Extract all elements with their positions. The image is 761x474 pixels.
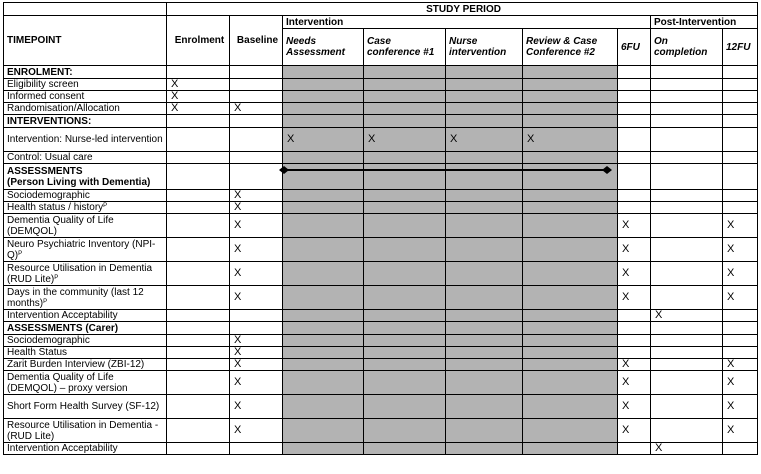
mark-x: X [167,91,230,103]
6fu-col-header: 6FU [618,29,651,66]
row-carer-health-label: Health Status [4,347,167,359]
row-intervention-label: Intervention: Nurse-led intervention [4,128,167,152]
row-carer-demqol-label: Dementia Quality of Life (DEMQOL) – proxy version [4,371,167,395]
mark-x: X [618,419,651,443]
section-interventions: INTERVENTIONS: [4,115,167,128]
row-pld-health-label: Health status / history$^P$ [4,202,167,214]
mark-x: X [230,419,283,443]
row-eligibility-label: Eligibility screen [4,79,167,91]
mark-x: X [618,359,651,371]
mark-x: X [230,202,283,214]
study-period-header: STUDY PERIOD [167,3,758,16]
row-carer-rud-label: Resource Utilisation in Dementia - (RUD Lite) [4,419,167,443]
mark-x: X [230,371,283,395]
mark-x: X [230,395,283,419]
12fu-col-header: 12FU [723,29,758,66]
row-carer-acceptability-label: Intervention Acceptability [4,443,167,455]
superscript-p: P [43,298,48,305]
review-case-conference-2-col-header: Review & Case Conference #2 [523,29,618,66]
mark-x: X [618,214,651,238]
post-intervention-group-header: Post-Intervention [651,16,758,29]
mark-x: X [230,214,283,238]
superscript-p: P [103,203,108,209]
mark-x: X [618,371,651,395]
spirit-schedule-table [3,2,758,455]
section-assessments-pld: ASSESSMENTS (Person Living with Dementia) [4,164,167,190]
mark-x: X [723,262,758,286]
case-conference-1-col-header: Case conference #1 [364,29,446,66]
row-pld-demqol-label: Dementia Quality of Life (DEMQOL) [4,214,167,238]
section-assessments-carer: ASSESSMENTS (Carer) [4,322,167,335]
mark-x: X [651,443,723,455]
timepoint-header: TIMEPOINT [4,16,167,66]
mark-x: X [230,347,283,359]
mark-x: X [167,79,230,91]
header-blank-cell [4,3,167,16]
row-pld-rud-label: Resource Utilisation in Dementia (RUD Lite)$^P$ [4,262,167,286]
mark-x: X [618,286,651,310]
mark-x: X [230,262,283,286]
section-enrolment: ENROLMENT: [4,66,167,79]
mark-x: X [723,238,758,262]
mark-x: X [723,395,758,419]
mark-x: X [618,262,651,286]
on-completion-col-header: On completion [651,29,723,66]
row-pld-acceptability-label: Intervention Acceptability [4,310,167,322]
superscript-p: P [54,274,59,281]
mark-x: X [364,128,446,152]
row-randomisation-label: Randomisation/Allocation [4,103,167,115]
row-pld-days-label: Days in the community (last 12 months)$^P$ [4,286,167,310]
row-control-label: Control: Usual care [4,152,167,164]
superscript-p: P [18,250,23,257]
row-pld-npiq-label: Neuro Psychiatric Inventory $(NPI-Q)^P$ [4,238,167,262]
mark-x: X [618,238,651,262]
mark-x: X [446,128,523,152]
mark-x: X [167,103,230,115]
mark-x: X [230,238,283,262]
mark-x: X [230,286,283,310]
mark-x: X [523,128,618,152]
row-consent-label: Informed consent [4,91,167,103]
mark-x: X [723,214,758,238]
needs-assessment-col-header: Needs Assessment [283,29,364,66]
baseline-col-header: Baseline [230,16,283,66]
row-carer-sociodemographic-label: Sociodemographic [4,335,167,347]
mark-x: X [723,359,758,371]
mark-x: X [723,286,758,310]
mark-x: X [651,310,723,322]
row-carer-sf12-label: Short Form Health Survey (SF-12) [4,395,167,419]
mark-x: X [230,103,283,115]
nurse-intervention-col-header: Nurse intervention [446,29,523,66]
mark-x: X [283,128,364,152]
mark-x: X [723,419,758,443]
mark-x: X [723,371,758,395]
mark-x: X [230,335,283,347]
enrolment-col-header: Enrolment [167,16,230,66]
intervention-group-header: Intervention [283,16,651,29]
row-carer-zbi-label: Zarit Burden Interview (ZBI-12) [4,359,167,371]
row-pld-sociodemographic-label: Sociodemographic [4,190,167,202]
mark-x: X [230,190,283,202]
mark-x: X [230,359,283,371]
mark-x: X [618,395,651,419]
